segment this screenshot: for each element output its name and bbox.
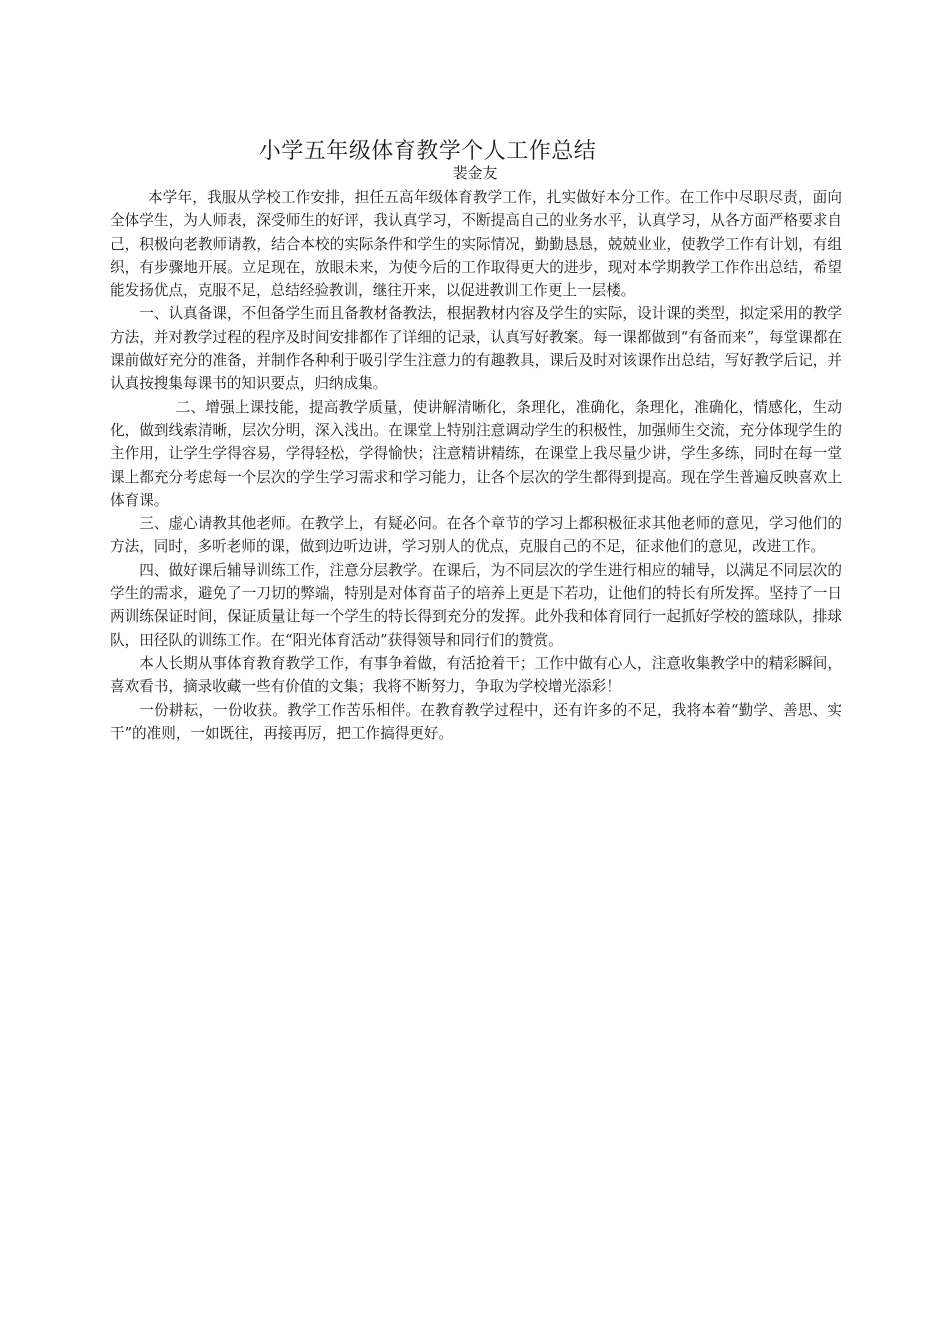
paragraph-teaching-skills: 二、增强上课技能，提高教学质量，使讲解清晰化，条理化，准确化，条理化，准确化，情感化，生动化，做到线索清晰，层次分明，深入浅出。在课堂上特别注意调动学生的积极性，加强师生交流，充分体现学生的主作用，让学生学得容易，学得轻松，学得愉快；注意精讲精练，在课堂上我尽量少讲，学生多练，同时在每一堂课上都充分考虑每一个层次的学生学习需求和学习能力，让各个层次的学生都得到提高。现在学生普遍反映喜欢上体育课。 [110,398,842,509]
document-title: 小学五年级体育教学个人工作总结 [258,138,597,164]
paragraph-consult-teachers: 三、虚心请教其他老师。在教学上，有疑必问。在各个章节的学习上都积极征求其他老师的意见，学习他们的方法，同时，多听老师的课，做到边听边讲，学习别人的优点，克服自己的不足，征求他们的意见，改进工作。 [110,515,842,556]
author-name: 裴金友 [452,164,498,182]
document-body [110,186,842,745]
paragraph-personal-effort: 本人长期从事体育教育教学工作，有事争着做，有活抢着干；工作中做有心人，注意收集教学中的精彩瞬间，喜欢看书，摘录收藏一些有价值的文集；我将不断努力，争取为学校增光添彩！ [110,654,842,696]
paragraph-conclusion: 一份耕耘，一份收获。教学工作苦乐相伴。在教育教学过程中，还有许多的不足，我将本着“勤学、善思、实干”的准则，一如既往，再接再厉，把工作搞得更好。 [110,701,842,742]
paragraph-after-class-training: 四、做好课后辅导训练工作，注意分层教学。在课后，为不同层次的学生进行相应的辅导，以满足不同层次的学生的需求，避免了一刀切的弊端，特别是对体育苗子的培养上更是下若功，让他们的特长有所发挥。坚持了一日两训练保证时间，保证质量让每一个学生的特长得到充分的发挥。此外我和体育同行一起抓好学校的篮球队，排球队，田径队的训练工作。在“阳光体育活动”获得领导和同行们的赞赏。 [110,561,842,649]
paragraph-preparation: 一、认真备课，不但备学生而且备教材备教法，根据教材内容及学生的实际，设计课的类型，拟定采用的教学方法，并对教学过程的程序及时间安排都作了详细的记录，认真写好教案。每一课都做到“有备而来”，每堂课都在课前做好充分的准备，并制作各种利于吸引学生注意力的有趣教具，课后及时对该课作出总结，写好教学后记，并认真按搜集每课书的知识要点，归纳成集。 [110,305,842,393]
paragraph-intro: 本学年，我服从学校工作安排，担任五高年级体育教学工作，扎实做好本分工作。在工作中尽职尽责，面向全体学生，为人师表，深受师生的好评，我认真学习，不断提高自己的业务水平，认真学习，从各方面严格要求自己，积极向老教师请教，结合本校的实际条件和学生的实际情况，勤勤恳恳，兢兢业业，使教学工作有计划，有组织，有步骤地开展。立足现在，放眼未来，为使今后的工作取得更大的进步，现对本学期教学工作作出总结，希望能发扬优点，克服不足，总结经验教训，继往开来，以促进教训工作更上一层楼。 [110,189,842,300]
